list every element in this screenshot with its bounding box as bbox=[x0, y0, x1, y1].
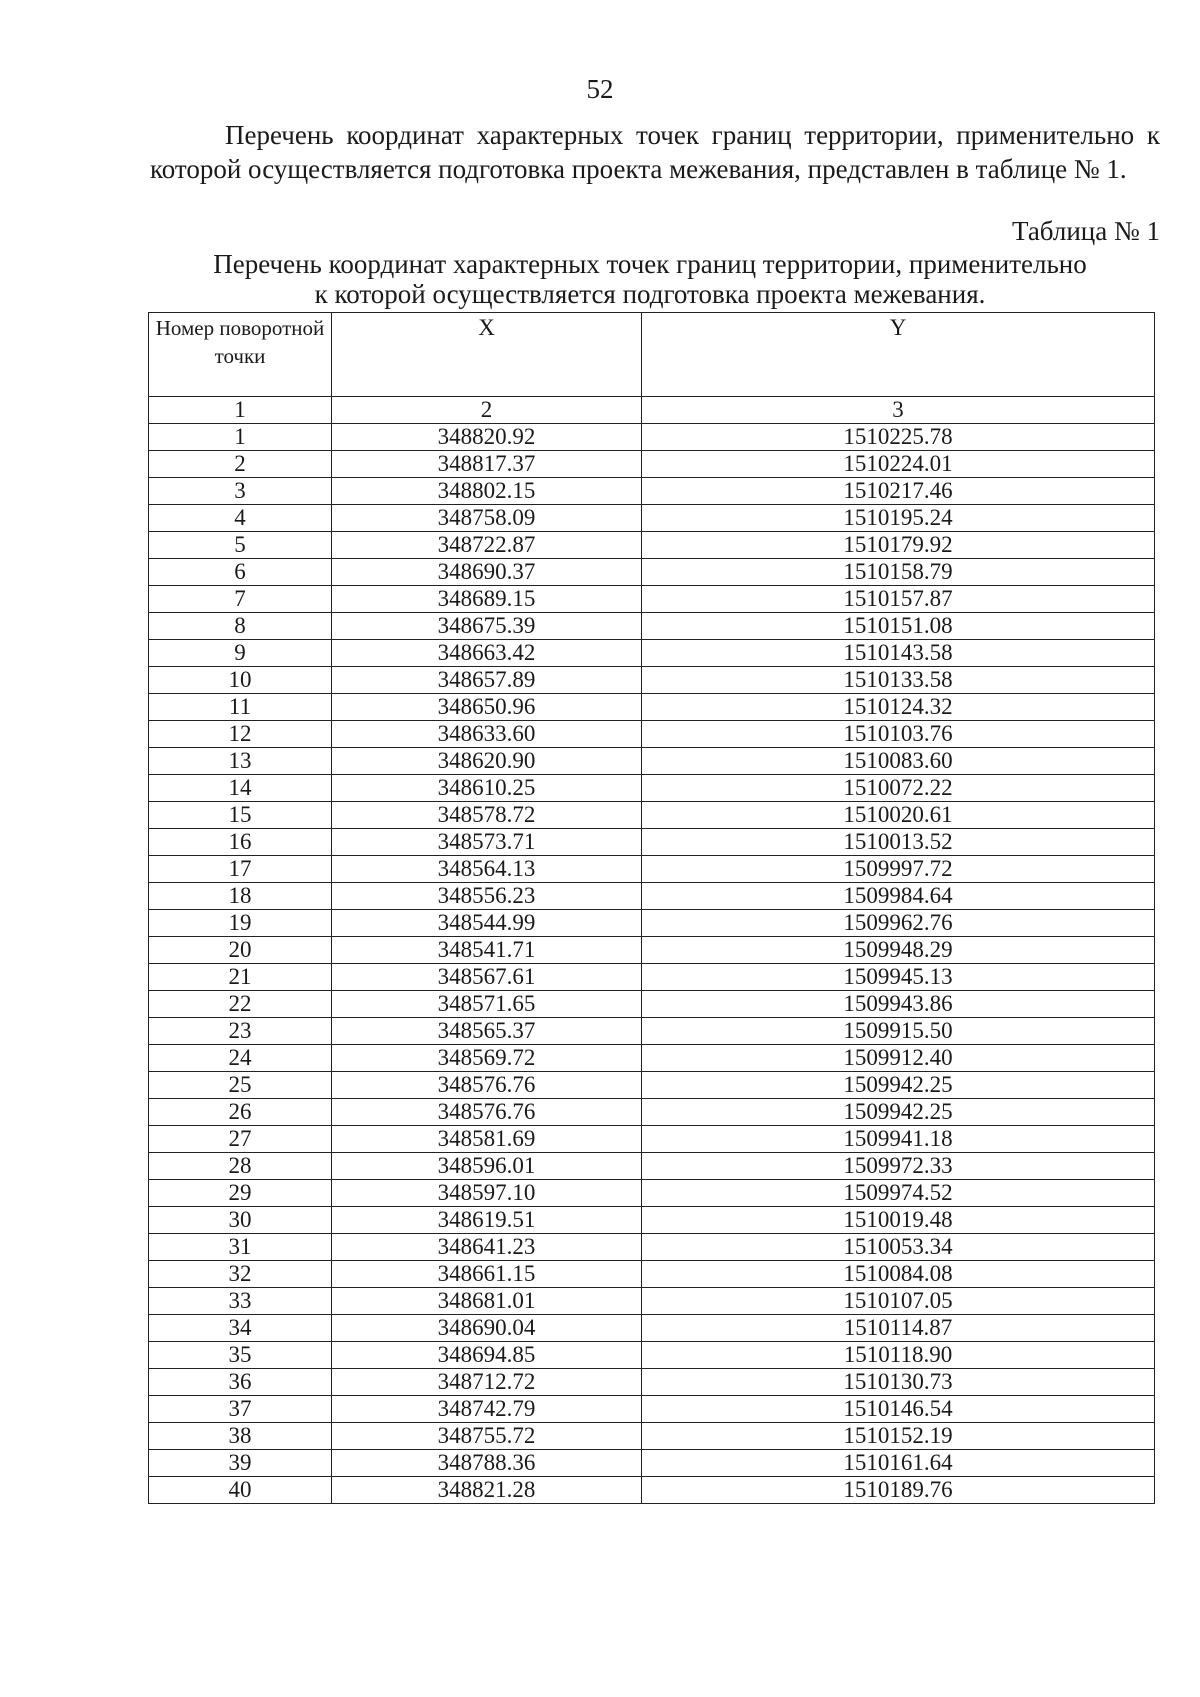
point-number-cell: 15 bbox=[149, 802, 332, 829]
x-coordinate-cell: 348788.36 bbox=[332, 1450, 642, 1477]
y-coordinate-cell: 1510195.24 bbox=[642, 505, 1155, 532]
table-row bbox=[149, 1045, 1155, 1072]
table-body bbox=[149, 397, 1155, 1504]
point-number-cell: 4 bbox=[149, 505, 332, 532]
y-coordinate-cell: 1510224.01 bbox=[642, 451, 1155, 478]
table-row bbox=[149, 478, 1155, 505]
table-row bbox=[149, 1234, 1155, 1261]
x-coordinate-cell: 348633.60 bbox=[332, 721, 642, 748]
x-coordinate-cell: 348690.37 bbox=[332, 559, 642, 586]
point-number-cell: 3 bbox=[149, 478, 332, 505]
x-coordinate-cell: 348758.09 bbox=[332, 505, 642, 532]
header-y: Y bbox=[642, 313, 1155, 397]
y-coordinate-cell: 1509943.86 bbox=[642, 991, 1155, 1018]
point-number-cell: 6 bbox=[149, 559, 332, 586]
point-number-cell: 8 bbox=[149, 613, 332, 640]
point-number-cell: 26 bbox=[149, 1099, 332, 1126]
point-number-cell: 12 bbox=[149, 721, 332, 748]
x-coordinate-cell: 348576.76 bbox=[332, 1099, 642, 1126]
point-number-cell: 24 bbox=[149, 1045, 332, 1072]
point-number-cell: 9 bbox=[149, 640, 332, 667]
y-coordinate-cell: 1510103.76 bbox=[642, 721, 1155, 748]
x-coordinate-cell: 348742.79 bbox=[332, 1396, 642, 1423]
table-row bbox=[149, 1126, 1155, 1153]
x-coordinate-cell: 348663.42 bbox=[332, 640, 642, 667]
table-row bbox=[149, 775, 1155, 802]
y-coordinate-cell: 1510133.58 bbox=[642, 667, 1155, 694]
y-coordinate-cell: 1509997.72 bbox=[642, 856, 1155, 883]
point-number-cell: 18 bbox=[149, 883, 332, 910]
x-coordinate-cell: 348544.99 bbox=[332, 910, 642, 937]
y-coordinate-cell: 1509915.50 bbox=[642, 1018, 1155, 1045]
x-coordinate-cell: 348641.23 bbox=[332, 1234, 642, 1261]
y-coordinate-cell: 1509984.64 bbox=[642, 883, 1155, 910]
point-number-cell: 40 bbox=[149, 1477, 332, 1504]
y-coordinate-cell: 1510020.61 bbox=[642, 802, 1155, 829]
y-coordinate-cell: 1509974.52 bbox=[642, 1180, 1155, 1207]
x-coordinate-cell: 348597.10 bbox=[332, 1180, 642, 1207]
table-row bbox=[149, 991, 1155, 1018]
y-coordinate-cell: 1509962.76 bbox=[642, 910, 1155, 937]
table-row bbox=[149, 559, 1155, 586]
table-row bbox=[149, 451, 1155, 478]
x-coordinate-cell: 348689.15 bbox=[332, 586, 642, 613]
point-number-cell: 30 bbox=[149, 1207, 332, 1234]
header-x: X bbox=[332, 313, 642, 397]
table-row bbox=[149, 1477, 1155, 1504]
column-number: 2 bbox=[332, 397, 642, 424]
y-coordinate-cell: 1509942.25 bbox=[642, 1072, 1155, 1099]
point-number-cell: 2 bbox=[149, 451, 332, 478]
point-number-cell: 29 bbox=[149, 1180, 332, 1207]
x-coordinate-cell: 348610.25 bbox=[332, 775, 642, 802]
point-number-cell: 7 bbox=[149, 586, 332, 613]
table-header-row bbox=[149, 313, 1155, 397]
table-row bbox=[149, 1396, 1155, 1423]
x-coordinate-cell: 348564.13 bbox=[332, 856, 642, 883]
x-coordinate-cell: 348596.01 bbox=[332, 1153, 642, 1180]
y-coordinate-cell: 1510053.34 bbox=[642, 1234, 1155, 1261]
point-number-cell: 39 bbox=[149, 1450, 332, 1477]
y-coordinate-cell: 1510084.08 bbox=[642, 1261, 1155, 1288]
point-number-cell: 20 bbox=[149, 937, 332, 964]
y-coordinate-cell: 1510130.73 bbox=[642, 1369, 1155, 1396]
point-number-cell: 21 bbox=[149, 964, 332, 991]
column-number: 1 bbox=[149, 397, 332, 424]
y-coordinate-cell: 1509941.18 bbox=[642, 1126, 1155, 1153]
y-coordinate-cell: 1510189.76 bbox=[642, 1477, 1155, 1504]
x-coordinate-cell: 348657.89 bbox=[332, 667, 642, 694]
table-row bbox=[149, 1180, 1155, 1207]
table-row bbox=[149, 964, 1155, 991]
x-coordinate-cell: 348619.51 bbox=[332, 1207, 642, 1234]
table-caption-line-1: Перечень координат характерных точек границ территории, применительно bbox=[213, 249, 1087, 279]
column-number-row bbox=[149, 397, 1155, 424]
table-row bbox=[149, 1099, 1155, 1126]
x-coordinate-cell: 348650.96 bbox=[332, 694, 642, 721]
y-coordinate-cell: 1510146.54 bbox=[642, 1396, 1155, 1423]
x-coordinate-cell: 348821.28 bbox=[332, 1477, 642, 1504]
page-number: 52 bbox=[586, 74, 614, 104]
point-number-cell: 34 bbox=[149, 1315, 332, 1342]
point-number-cell: 33 bbox=[149, 1288, 332, 1315]
table-row bbox=[149, 910, 1155, 937]
y-coordinate-cell: 1510072.22 bbox=[642, 775, 1155, 802]
x-coordinate-cell: 348567.61 bbox=[332, 964, 642, 991]
point-number-cell: 1 bbox=[149, 424, 332, 451]
table-row bbox=[149, 883, 1155, 910]
table-row bbox=[149, 1423, 1155, 1450]
table-row bbox=[149, 1315, 1155, 1342]
point-number-cell: 14 bbox=[149, 775, 332, 802]
y-coordinate-cell: 1509948.29 bbox=[642, 937, 1155, 964]
point-number-cell: 28 bbox=[149, 1153, 332, 1180]
table-label: Таблица № 1 bbox=[1012, 216, 1160, 246]
table-row bbox=[149, 532, 1155, 559]
table-row bbox=[149, 802, 1155, 829]
table-caption-line-2: к которой осуществляется подготовка проекта межевания. bbox=[314, 279, 986, 309]
table-row bbox=[149, 1288, 1155, 1315]
x-coordinate-cell: 348581.69 bbox=[332, 1126, 642, 1153]
x-coordinate-cell: 348675.39 bbox=[332, 613, 642, 640]
x-coordinate-cell: 348712.72 bbox=[332, 1369, 642, 1396]
table-row bbox=[149, 1072, 1155, 1099]
x-coordinate-cell: 348661.15 bbox=[332, 1261, 642, 1288]
point-number-cell: 11 bbox=[149, 694, 332, 721]
y-coordinate-cell: 1510179.92 bbox=[642, 532, 1155, 559]
y-coordinate-cell: 1510083.60 bbox=[642, 748, 1155, 775]
y-coordinate-cell: 1510013.52 bbox=[642, 829, 1155, 856]
point-number-cell: 27 bbox=[149, 1126, 332, 1153]
intro-paragraph: Перечень координат характерных точек границ территории, применительно к которой осуществляется подготовка проекта межевания, представлен в таблице № 1. bbox=[150, 120, 1160, 184]
table-row bbox=[149, 1342, 1155, 1369]
table-row bbox=[149, 694, 1155, 721]
point-number-cell: 36 bbox=[149, 1369, 332, 1396]
x-coordinate-cell: 348755.72 bbox=[332, 1423, 642, 1450]
table-row bbox=[149, 1261, 1155, 1288]
y-coordinate-cell: 1510114.87 bbox=[642, 1315, 1155, 1342]
table-row bbox=[149, 586, 1155, 613]
table-row bbox=[149, 667, 1155, 694]
y-coordinate-cell: 1510124.32 bbox=[642, 694, 1155, 721]
y-coordinate-cell: 1510158.79 bbox=[642, 559, 1155, 586]
x-coordinate-cell: 348571.65 bbox=[332, 991, 642, 1018]
point-number-cell: 38 bbox=[149, 1423, 332, 1450]
table-row bbox=[149, 1369, 1155, 1396]
table-row bbox=[149, 829, 1155, 856]
x-coordinate-cell: 348541.71 bbox=[332, 937, 642, 964]
x-coordinate-cell: 348820.92 bbox=[332, 424, 642, 451]
coordinates-table bbox=[148, 312, 1155, 1504]
y-coordinate-cell: 1510152.19 bbox=[642, 1423, 1155, 1450]
y-coordinate-cell: 1510118.90 bbox=[642, 1342, 1155, 1369]
y-coordinate-cell: 1510161.64 bbox=[642, 1450, 1155, 1477]
y-coordinate-cell: 1509942.25 bbox=[642, 1099, 1155, 1126]
y-coordinate-cell: 1510157.87 bbox=[642, 586, 1155, 613]
table-row bbox=[149, 1207, 1155, 1234]
table-row bbox=[149, 721, 1155, 748]
table-row bbox=[149, 748, 1155, 775]
y-coordinate-cell: 1510143.58 bbox=[642, 640, 1155, 667]
point-number-cell: 32 bbox=[149, 1261, 332, 1288]
point-number-cell: 23 bbox=[149, 1018, 332, 1045]
y-coordinate-cell: 1510107.05 bbox=[642, 1288, 1155, 1315]
table-row bbox=[149, 1153, 1155, 1180]
x-coordinate-cell: 348817.37 bbox=[332, 451, 642, 478]
y-coordinate-cell: 1510225.78 bbox=[642, 424, 1155, 451]
x-coordinate-cell: 348569.72 bbox=[332, 1045, 642, 1072]
table-row bbox=[149, 1018, 1155, 1045]
x-coordinate-cell: 348722.87 bbox=[332, 532, 642, 559]
x-coordinate-cell: 348802.15 bbox=[332, 478, 642, 505]
point-number-cell: 35 bbox=[149, 1342, 332, 1369]
point-number-cell: 31 bbox=[149, 1234, 332, 1261]
point-number-cell: 10 bbox=[149, 667, 332, 694]
y-coordinate-cell: 1510151.08 bbox=[642, 613, 1155, 640]
table-row bbox=[149, 1450, 1155, 1477]
table-row bbox=[149, 937, 1155, 964]
point-number-cell: 17 bbox=[149, 856, 332, 883]
x-coordinate-cell: 348556.23 bbox=[332, 883, 642, 910]
point-number-cell: 22 bbox=[149, 991, 332, 1018]
x-coordinate-cell: 348694.85 bbox=[332, 1342, 642, 1369]
x-coordinate-cell: 348576.76 bbox=[332, 1072, 642, 1099]
header-point-number: Номер поворотной точки bbox=[149, 313, 332, 397]
point-number-cell: 37 bbox=[149, 1396, 332, 1423]
point-number-cell: 25 bbox=[149, 1072, 332, 1099]
table-caption bbox=[150, 249, 1150, 309]
point-number-cell: 13 bbox=[149, 748, 332, 775]
y-coordinate-cell: 1509972.33 bbox=[642, 1153, 1155, 1180]
table-row bbox=[149, 856, 1155, 883]
table-row bbox=[149, 424, 1155, 451]
x-coordinate-cell: 348681.01 bbox=[332, 1288, 642, 1315]
x-coordinate-cell: 348565.37 bbox=[332, 1018, 642, 1045]
column-number: 3 bbox=[642, 397, 1155, 424]
x-coordinate-cell: 348573.71 bbox=[332, 829, 642, 856]
y-coordinate-cell: 1509912.40 bbox=[642, 1045, 1155, 1072]
table-row bbox=[149, 613, 1155, 640]
table-row bbox=[149, 640, 1155, 667]
y-coordinate-cell: 1510019.48 bbox=[642, 1207, 1155, 1234]
table-row bbox=[149, 505, 1155, 532]
x-coordinate-cell: 348620.90 bbox=[332, 748, 642, 775]
x-coordinate-cell: 348578.72 bbox=[332, 802, 642, 829]
point-number-cell: 5 bbox=[149, 532, 332, 559]
point-number-cell: 19 bbox=[149, 910, 332, 937]
y-coordinate-cell: 1510217.46 bbox=[642, 478, 1155, 505]
x-coordinate-cell: 348690.04 bbox=[332, 1315, 642, 1342]
y-coordinate-cell: 1509945.13 bbox=[642, 964, 1155, 991]
point-number-cell: 16 bbox=[149, 829, 332, 856]
